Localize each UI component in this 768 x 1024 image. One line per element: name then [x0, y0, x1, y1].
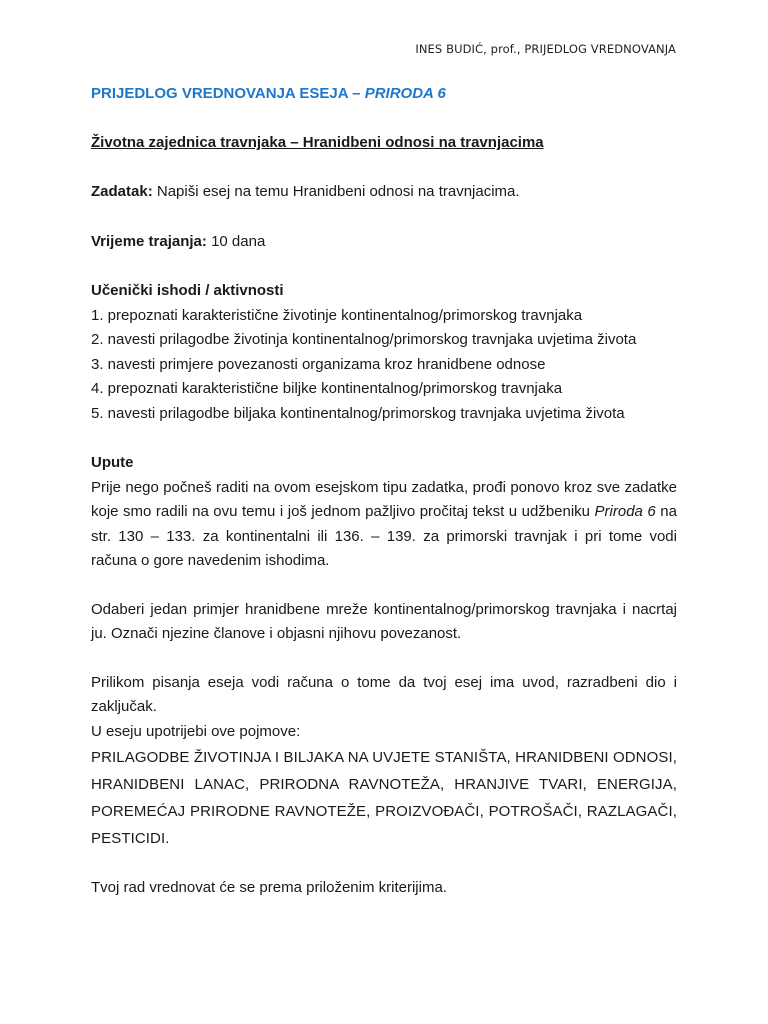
- instructions-paragraph-4: U eseju upotrijebi ove pojmove:: [91, 722, 301, 740]
- instructions-paragraph-2: Odaberi jedan primjer hranidbene mreže kontinentalnog/primorskog travnjaka i nacrtaj ju. Označi njezine članove i objasni njihovu povezanost.: [91, 600, 677, 642]
- task-text: Napiši esej na temu Hranidbeni odnosi na travnjacima.: [152, 183, 520, 200]
- outcomes-list: [91, 304, 677, 427]
- instructions-paragraph-5: Tvoj rad vrednovat će se prema priloženim kriterijima.: [91, 879, 447, 896]
- running-header: INES BUDIĆ, prof., PRIJEDLOG VREDNOVANJA: [415, 42, 676, 56]
- outcome-item: 5. navesti prilagodbe biljaka kontinentalnog/primorskog travnjaka uvjetima života: [91, 404, 625, 422]
- outcomes-heading: Učenički ishodi / aktivnosti: [91, 282, 284, 299]
- duration-text: 10 dana: [206, 232, 266, 250]
- outcome-item: 3. navesti primjere povezanosti organizama kroz hranidbene odnose: [91, 355, 546, 373]
- document-title-prefix: PRIJEDLOG VREDNOVANJA ESEJA –: [91, 85, 365, 102]
- required-terms: PRILAGODBE ŽIVOTINJA I BILJAKA NA UVJETE STANIŠTA, HRANIDBENI ODNOSI, HRANIDBENI LANAC, PRIRODNA RAVNOTEŽA, HRANJIVE TVARI, ENERGIJA, POREMEĆAJ PRIRODNE RAVNOTEŽE, PROIZVOĐAČI, POTROŠAČI, RAZLAGAČI, PESTICIDI.: [91, 749, 677, 847]
- document-body: [91, 82, 677, 901]
- document-title-italic: PRIRODA 6: [364, 85, 446, 102]
- outcome-item: 1. prepoznati karakteristične životinje kontinentalnog/primorskog travnjaka: [91, 306, 583, 324]
- outcome-item: 4. prepoznati karakteristične biljke kontinentalnog/primorskog travnjaka: [91, 380, 563, 397]
- document-subtitle: Životna zajednica travnjaka – Hranidbeni odnosi na travnjacima: [91, 134, 544, 151]
- textbook-title: Priroda 6: [594, 503, 656, 520]
- instructions-p1-after: na str. 130 – 133. za kontinentalni ili 136. – 139. za primorski travnjak i pri tome vodi računa o gore navedenim ishodima.: [91, 503, 677, 569]
- task-label: Zadatak:: [91, 183, 153, 200]
- document-title: [91, 82, 677, 106]
- outcome-item: 2. navesti prilagodbe životinja kontinentalnog/primorskog travnjaka uvjetima života: [91, 331, 637, 348]
- duration-line: [91, 230, 677, 255]
- instructions-paragraph-1: [91, 476, 677, 574]
- task-line: [91, 180, 677, 205]
- duration-label: Vrijeme trajanja:: [91, 232, 207, 250]
- instructions-heading: Upute: [91, 454, 134, 471]
- instructions-p1-before: Prije nego počneš raditi na ovom esejskom tipu zadatka, prođi ponovo kroz sve zadatke koje smo radili na ovu temu i još jednom pažljivo pročitaj tekst u udžbeniku: [91, 478, 677, 520]
- instructions-paragraph-3: Prilikom pisanja eseja vodi računa o tome da tvoj esej ima uvod, razradbeni dio i zaključak.: [91, 673, 677, 715]
